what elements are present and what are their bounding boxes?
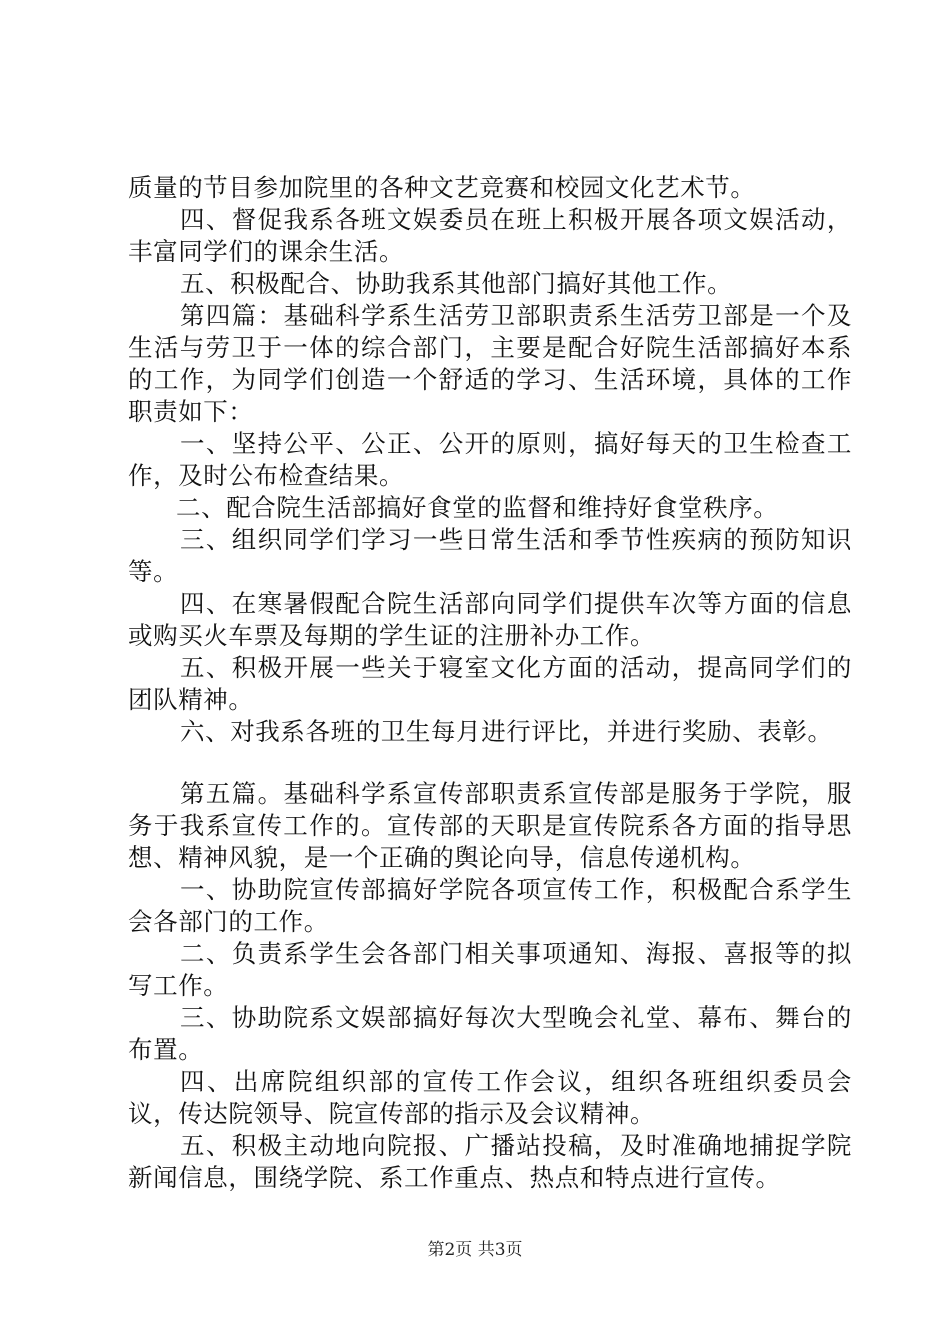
section-5-item-2: 二、负责系学生会各部门相关事项通知、海报、喜报等的拟写工作。 bbox=[128, 939, 852, 1000]
document-body bbox=[128, 172, 852, 1194]
section-4-item-1: 一、坚持公平、公正、公开的原则，搞好每天的卫生检查工作，及时公布检查结果。 bbox=[128, 429, 852, 490]
page-number-footer: 第2页 共3页 bbox=[427, 1240, 523, 1260]
section-5-item-3: 三、协助院系文娱部搞好每次大型晚会礼堂、幕布、舞台的布置。 bbox=[128, 1003, 852, 1064]
section-4-item-3: 三、组织同学们学习一些日常生活和季节性疾病的预防知识等。 bbox=[128, 525, 852, 586]
section-4-item-6: 六、对我系各班的卫生每月进行评比，并进行奖励、表彰。 bbox=[180, 717, 833, 746]
section-5-intro: 第五篇。基础科学系宣传部职责系宣传部是服务于学院，服务于我系宣传工作的。宣传部的天职是宣传院系各方面的指导思想、精神风貌，是一个正确的舆论向导，信息传递机构。 bbox=[128, 779, 852, 872]
paragraph-item-4: 四、督促我系各班文娱委员在班上积极开展各项文娱活动，丰富同学们的课余生活。 bbox=[128, 205, 852, 266]
section-4-intro: 第四篇：基础科学系生活劳卫部职责系生活劳卫部是一个及生活与劳卫于一体的综合部门，主要是配合好院生活部搞好本系的工作，为同学们创造一个舒适的学习、生活环境，具体的工作职责如下： bbox=[128, 301, 852, 426]
section-5-item-1: 一、协助院宣传部搞好学院各项宣传工作，积极配合系学生会各部门的工作。 bbox=[128, 875, 852, 936]
paragraph-continuation: 质量的节目参加院里的各种文艺竞赛和校园文化艺术节。 bbox=[128, 173, 756, 202]
section-4-item-4: 四、在寒暑假配合院生活部向同学们提供车次等方面的信息或购买火车票及每期的学生证的注册补办工作。 bbox=[128, 589, 852, 650]
section-4-item-5: 五、积极开展一些关于寝室文化方面的活动，提高同学们的团队精神。 bbox=[128, 653, 852, 714]
section-4-item-2: 二、配合院生活部搞好食堂的监督和维持好食堂秩序。 bbox=[176, 493, 779, 522]
section-5-item-5: 五、积极主动地向院报、广播站投稿，及时准确地捕捉学院新闻信息，围绕学院、系工作重点、热点和特点进行宣传。 bbox=[128, 1131, 852, 1192]
paragraph-item-5: 五、积极配合、协助我系其他部门搞好其他工作。 bbox=[180, 269, 733, 298]
paragraph-gap bbox=[128, 748, 852, 778]
section-5-item-4: 四、出席院组织部的宣传工作会议，组织各班组织委员会议，传达院领导、院宣传部的指示及会议精神。 bbox=[128, 1067, 852, 1128]
